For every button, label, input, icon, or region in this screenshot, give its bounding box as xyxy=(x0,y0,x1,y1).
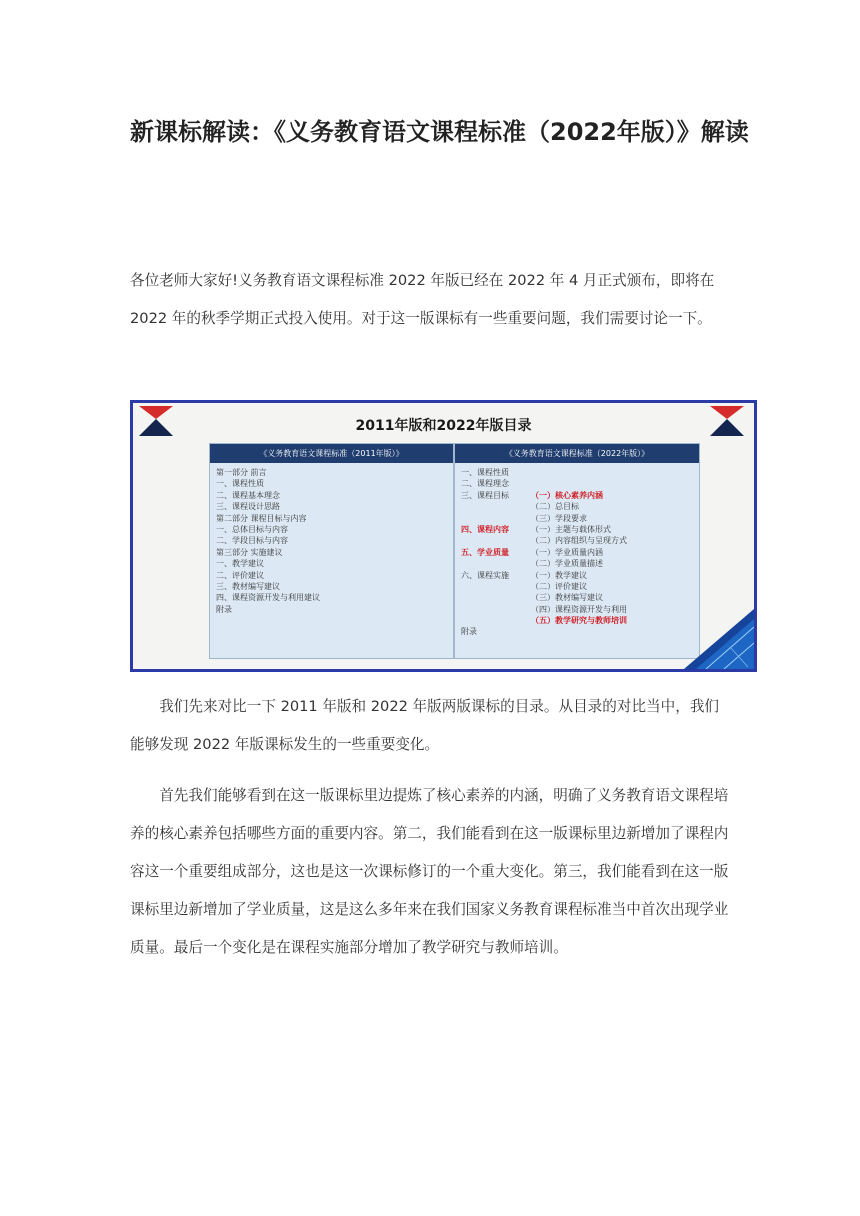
toc-2022-row xyxy=(461,501,699,512)
toc-2022-section: （四）课程资源开发与利用 xyxy=(531,604,627,614)
intro-paragraph: 各位老师大家好!义务教育语文课程标准 2022 年版已经在 2022 年 4 月正式颁布，即将在 2022 年的秋季学期正式投入使用。对于这一版课标有一些重要问题，我们需要讨论一下。 xyxy=(130,272,715,327)
toc-2011-column xyxy=(209,443,454,659)
toc-2011-item: 二、课程基本理念 xyxy=(216,490,280,500)
toc-2011-item: 一、教学建议 xyxy=(216,559,264,569)
toc-2011-list xyxy=(210,463,453,615)
toc-2022-chapter: 五、学业质量 xyxy=(461,547,509,557)
changes-paragraph: 首先我们能够看到在这一版课标里边提炼了核心素养的内涵，明确了义务教育语文课程培养的核心素养包括哪些方面的重要内容。第二，我们能看到在这一版课标里边新增加了课程内容这一个重要组成部分，这也是这一次课标修订的一个重大变化。第三，我们能看到在这一版课标里边新增加了学业质量，这是这么多年来在我们国家义务教育课程标准当中首次出现学业质量。最后一个变化是在课程实施部分增加了教学研究与教师培训。 xyxy=(130,787,729,956)
toc-2022-chapter: 四、课程内容 xyxy=(461,524,509,534)
toc-2011-item: 三、教材编写建议 xyxy=(216,581,280,591)
toc-2022-row xyxy=(461,626,699,637)
toc-2022-chapter: 附录 xyxy=(461,627,477,637)
toc-2022-section: （一）教学建议 xyxy=(531,570,587,580)
toc-2022-row xyxy=(461,478,699,489)
toc-2011-item: 第三部分 实施建议 xyxy=(216,547,283,557)
toc-2011-item: 一、课程性质 xyxy=(216,479,264,489)
toc-2022-chapter: 一、课程性质 xyxy=(461,468,509,477)
toc-2022-row xyxy=(461,558,699,569)
toc-2022-section: （一）核心素养内涵 xyxy=(531,490,603,500)
toc-2011-item: 三、课程设计思路 xyxy=(216,502,280,512)
toc-2022-section: （二）评价建议 xyxy=(531,581,587,591)
toc-2022-header: 《义务教育语文课程标准（2022年版）》 xyxy=(455,444,699,463)
toc-comparison-image xyxy=(130,400,757,672)
toc-2022-section: （三）学段要求 xyxy=(531,513,587,523)
toc-2022-row xyxy=(461,467,699,478)
toc-2011-item: 一、总体目标与内容 xyxy=(216,524,288,534)
toc-2011-item: 第一部分 前言 xyxy=(216,468,267,477)
slide-title: 2011年版和2022年版目录 xyxy=(355,418,532,434)
toc-2022-section: （一）学业质量内涵 xyxy=(531,547,603,557)
toc-2022-list xyxy=(455,463,699,638)
toc-2022-section: （一）主题与载体形式 xyxy=(531,524,611,534)
toc-2022-row xyxy=(461,535,699,546)
corner-decoration xyxy=(684,609,754,669)
toc-2022-row xyxy=(461,615,699,626)
toc-2022-chapter: 六、课程实施 xyxy=(461,570,509,580)
toc-2022-row xyxy=(461,524,699,535)
toc-2022-row xyxy=(461,592,699,603)
toc-2022-row xyxy=(461,513,699,524)
toc-2022-section: （二）学业质量描述 xyxy=(531,559,603,569)
toc-2011-item: 二、学段目标与内容 xyxy=(216,536,288,546)
toc-2011-item: 第二部分 课程目标与内容 xyxy=(216,513,307,523)
article-title: 新课标解读：《义务教育语文课程标准（2022年版）》解读 xyxy=(130,118,749,146)
toc-2022-row xyxy=(461,547,699,558)
toc-2011-item: 四、课程资源开发与利用建议 xyxy=(216,593,320,603)
toc-2022-section: （二）总目标 xyxy=(531,502,579,512)
toc-2022-section: （二）内容组织与呈现方式 xyxy=(531,536,627,546)
toc-2022-chapter: 二、课程理念 xyxy=(461,479,509,489)
toc-2022-row xyxy=(461,581,699,592)
toc-2011-item: 附录 xyxy=(216,604,232,614)
toc-2022-column xyxy=(454,443,700,659)
comparison-paragraph: 我们先来对比一下 2011 年版和 2022 年版两版课标的目录。从目录的对比当中，我们能够发现 2022 年版课标发生的一些重要变化。 xyxy=(130,698,720,753)
toc-2022-section: （五）教学研究与教师培训 xyxy=(531,616,627,626)
toc-2011-header: 《义务教育语文课程标准（2011年版）》 xyxy=(210,444,453,463)
toc-2022-chapter: 三、课程目标 xyxy=(461,490,509,500)
toc-2011-item: 二、评价建议 xyxy=(216,570,264,580)
toc-2022-row xyxy=(461,604,699,615)
toc-2022-row xyxy=(461,490,699,501)
toc-2022-row xyxy=(461,570,699,581)
toc-2022-section: （三）教材编写建议 xyxy=(531,593,603,603)
